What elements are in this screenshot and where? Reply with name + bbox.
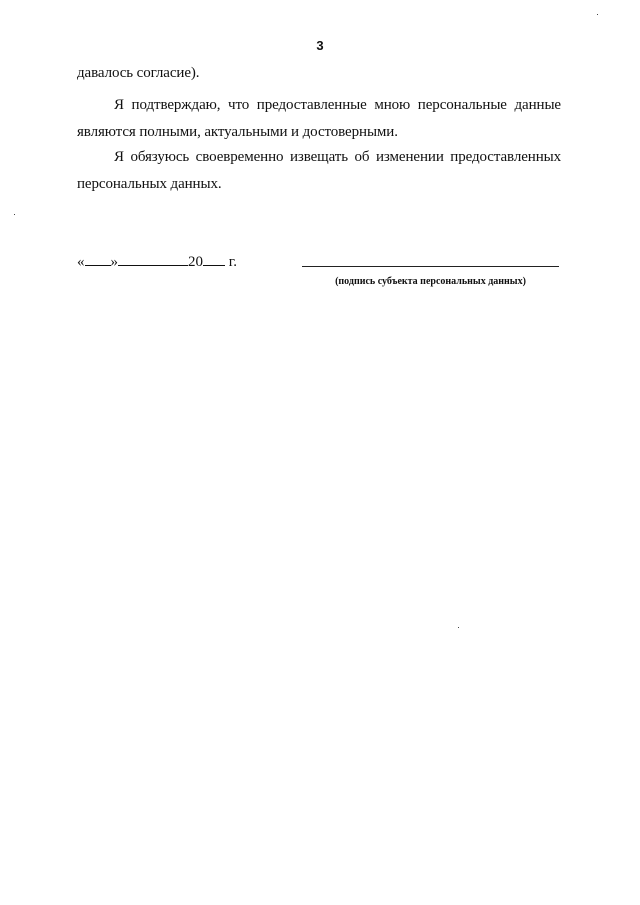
year-blank bbox=[203, 251, 225, 266]
paragraph-confirmation: Я подтверждаю, что предоставленные мною персональные данные являются полными, актуальными и достоверными. bbox=[77, 97, 561, 140]
year-suffix: г. bbox=[225, 254, 237, 270]
signature-line bbox=[302, 266, 559, 267]
paragraph-obligation: Я обязуюсь своевременно извещать об изменении предоставленных персональных данных. bbox=[77, 149, 561, 192]
date-close-quote: » bbox=[110, 254, 118, 270]
date-field bbox=[77, 251, 237, 271]
scan-speck bbox=[458, 627, 459, 628]
year-prefix: 20 bbox=[188, 254, 203, 270]
page-number: 3 bbox=[316, 38, 324, 53]
day-blank bbox=[85, 251, 111, 266]
date-open-quote: « bbox=[77, 254, 85, 270]
signature-caption: (подпись субъекта персональных данных) bbox=[335, 276, 526, 287]
scan-speck bbox=[14, 214, 15, 215]
month-blank bbox=[118, 251, 188, 266]
paragraph-continuation: давалось согласие). bbox=[77, 65, 200, 81]
scan-speck bbox=[597, 14, 598, 15]
